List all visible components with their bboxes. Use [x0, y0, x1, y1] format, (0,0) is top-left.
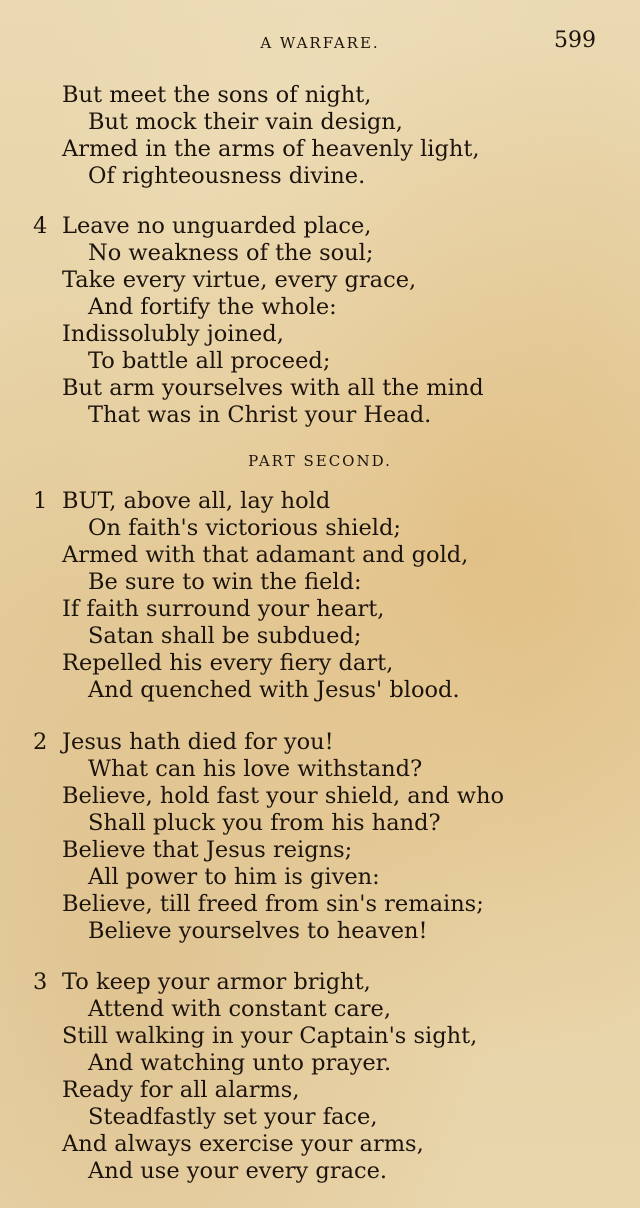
verse-line: Believe that Jesus reigns;	[62, 837, 353, 863]
verse-line: Steadfastly set your face,	[88, 1104, 378, 1130]
verse-line: Believe, till freed from sin's remains;	[62, 891, 484, 917]
verse-line: Repelled his every fiery dart,	[62, 650, 394, 676]
verse-line: But arm yourselves with all the mind	[62, 375, 484, 401]
verse-line: On faith's victorious shield;	[88, 515, 401, 541]
verse-line: Armed in the arms of heavenly light,	[62, 136, 480, 162]
verse-line: If faith surround your heart,	[62, 596, 385, 622]
verse-line: BUT, above all, lay hold	[62, 488, 331, 514]
verse-line: But mock their vain design,	[88, 109, 403, 135]
verse-line: All power to him is given:	[88, 864, 380, 890]
verse-line: Ready for all alarms,	[62, 1077, 300, 1103]
verse-line: Be sure to win the field:	[88, 569, 362, 595]
verse-line: Believe yourselves to heaven!	[88, 918, 428, 944]
verse-line: But meet the sons of night,	[62, 82, 372, 108]
verse-line: To keep your armor bright,	[62, 969, 371, 995]
verse-line: Armed with that adamant and gold,	[62, 542, 469, 568]
verse-line: And always exercise your arms,	[62, 1131, 424, 1157]
verse-line: Attend with constant care,	[88, 996, 392, 1022]
verse-line: What can his love withstand?	[88, 756, 423, 782]
verse-line: Leave no unguarded place,	[62, 213, 372, 239]
verse-line: And use your every grace.	[88, 1158, 388, 1184]
verse-line: Satan shall be subdued;	[88, 623, 362, 649]
verse-line: No weakness of the soul;	[88, 240, 374, 266]
verse-line: Jesus hath died for you!	[62, 729, 334, 755]
verse-line: To battle all proceed;	[88, 348, 331, 374]
verse-line: Of righteousness divine.	[88, 163, 366, 189]
running-head: A WARFARE.	[260, 34, 380, 52]
page-number: 599	[554, 28, 596, 53]
verse-line: Shall pluck you from his hand?	[88, 810, 441, 836]
verse-line: Believe, hold fast your shield, and who	[62, 783, 505, 809]
stanza-number: 3	[33, 969, 48, 995]
verse-line: And fortify the whole:	[88, 294, 337, 320]
stanza-number: 4	[33, 213, 48, 239]
verse-line: Still walking in your Captain's sight,	[62, 1023, 478, 1049]
stanza-number: 2	[33, 729, 48, 755]
verse-line: Indissolubly joined,	[62, 321, 284, 347]
verse-line: And watching unto prayer.	[88, 1050, 392, 1076]
verse-line: That was in Christ your Head.	[88, 402, 432, 428]
part-heading: PART SECOND.	[248, 452, 392, 470]
stanza-number: 1	[33, 488, 48, 514]
verse-line: Take every virtue, every grace,	[62, 267, 417, 293]
verse-line: And quenched with Jesus' blood.	[88, 677, 460, 703]
